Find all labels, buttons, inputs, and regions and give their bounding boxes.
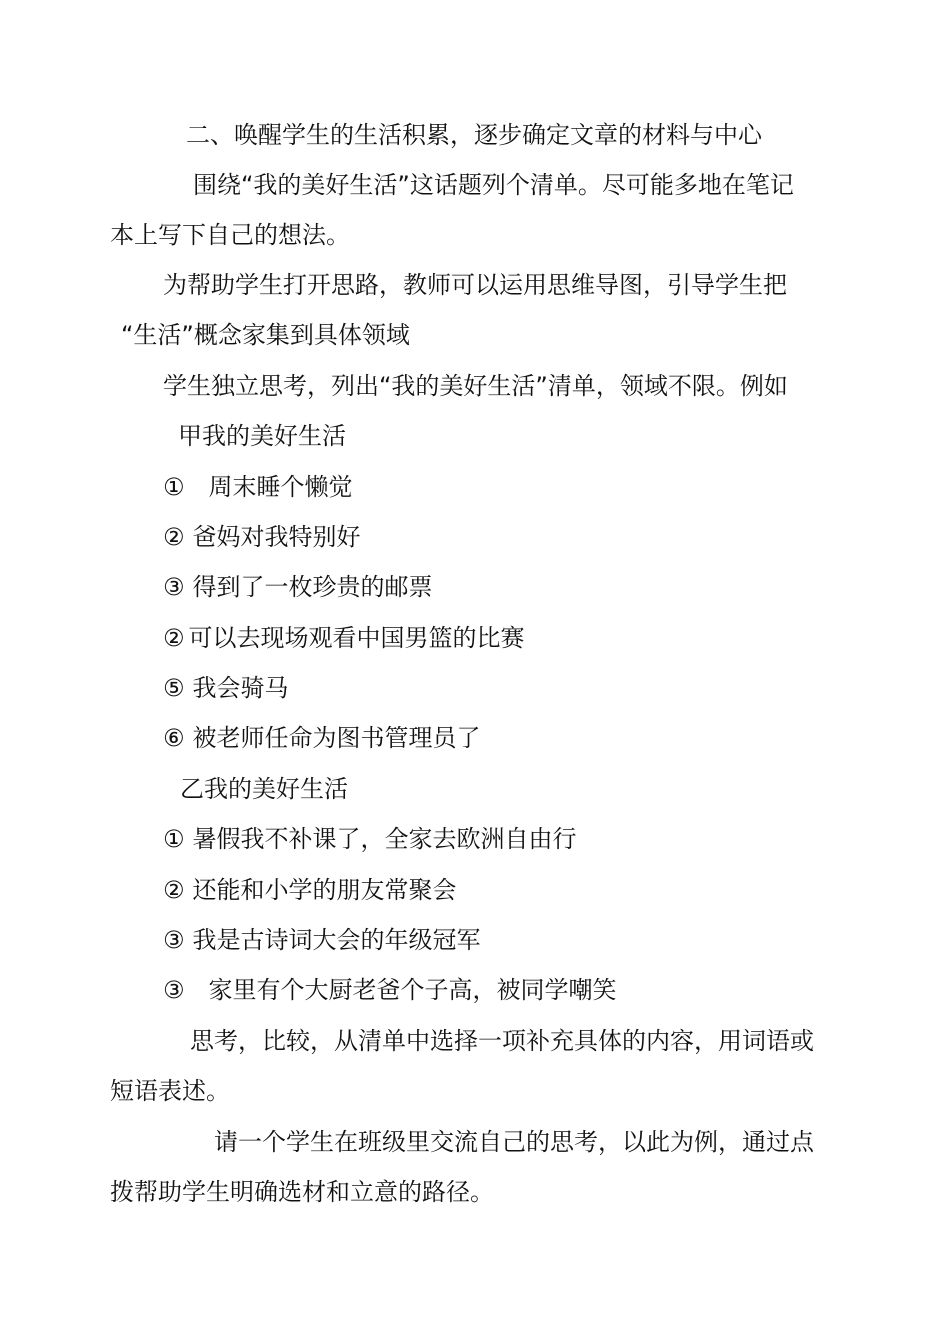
list-item-number: ②	[163, 876, 185, 904]
list-item-text: 我是古诗词大会的年级冠军	[192, 926, 481, 954]
list-item-text: 爸妈对我特别好	[192, 523, 361, 551]
paragraph-1-line-2: 本上写下自己的想法。	[110, 221, 350, 249]
list-item-text: 周末睡个懒觉	[208, 473, 353, 501]
list-item-number: ①	[163, 825, 185, 853]
paragraph-4-line-2: 短语表述。	[110, 1077, 230, 1105]
paragraph-5-line-1: 请一个学生在班级里交流自己的思考，以此为例，通过点	[214, 1128, 814, 1156]
paragraph-2-line-1: 为帮助学生打开思路，教师可以运用思维导图，引导学生把	[163, 271, 787, 299]
list-item	[163, 570, 433, 604]
list-b-title: 乙我的美好生活	[180, 775, 348, 803]
list-item-number: ②	[163, 624, 185, 652]
list-item	[163, 621, 525, 655]
paragraph-5-line-2: 拨帮助学生明确选材和立意的路径。	[110, 1178, 494, 1206]
paragraph-3: 学生独立思考，列出“我的美好生活”清单，领域不限。例如	[163, 372, 788, 400]
list-item-number: ①	[163, 473, 185, 501]
section-heading: 二、唤醒学生的生活积累，逐步确定文章的材料与中心	[186, 121, 762, 149]
list-item-text: 我会骑马	[192, 674, 289, 702]
list-item-number: ⑤	[163, 674, 185, 702]
list-item	[163, 822, 577, 856]
paragraph-4-line-1: 思考，比较，从清单中选择一项补充具体的内容，用词语或	[190, 1027, 814, 1055]
list-item-number: ②	[163, 523, 185, 551]
list-item	[163, 923, 481, 957]
list-item-number: ③	[163, 926, 185, 954]
list-item-text: 暑假我不补课了，全家去欧洲自由行	[192, 825, 577, 853]
list-item-number: ③	[163, 976, 185, 1004]
list-item	[163, 470, 353, 504]
list-item-text: 得到了一枚珍贵的邮票	[192, 573, 433, 601]
list-item	[163, 721, 481, 755]
list-item-number: ③	[163, 573, 185, 601]
list-item	[163, 873, 457, 907]
list-item	[163, 973, 617, 1007]
paragraph-2-line-2: “生活”概念家集到具体领域	[121, 321, 410, 349]
list-item	[163, 520, 361, 554]
list-item-text: 家里有个大厨老爸个子高，被同学嘲笑	[208, 976, 617, 1004]
list-a-title: 甲我的美好生活	[178, 422, 346, 450]
list-item-text: 被老师任命为图书管理员了	[192, 724, 481, 752]
list-item-number: ⑥	[163, 724, 185, 752]
list-item	[163, 671, 289, 705]
list-item-text: 还能和小学的朋友常聚会	[192, 876, 457, 904]
paragraph-1-line-1: 围绕“我的美好生活”这话题列个清单。尽可能多地在笔记	[193, 171, 794, 199]
list-item-text: 可以去现场观看中国男篮的比赛	[188, 624, 525, 652]
